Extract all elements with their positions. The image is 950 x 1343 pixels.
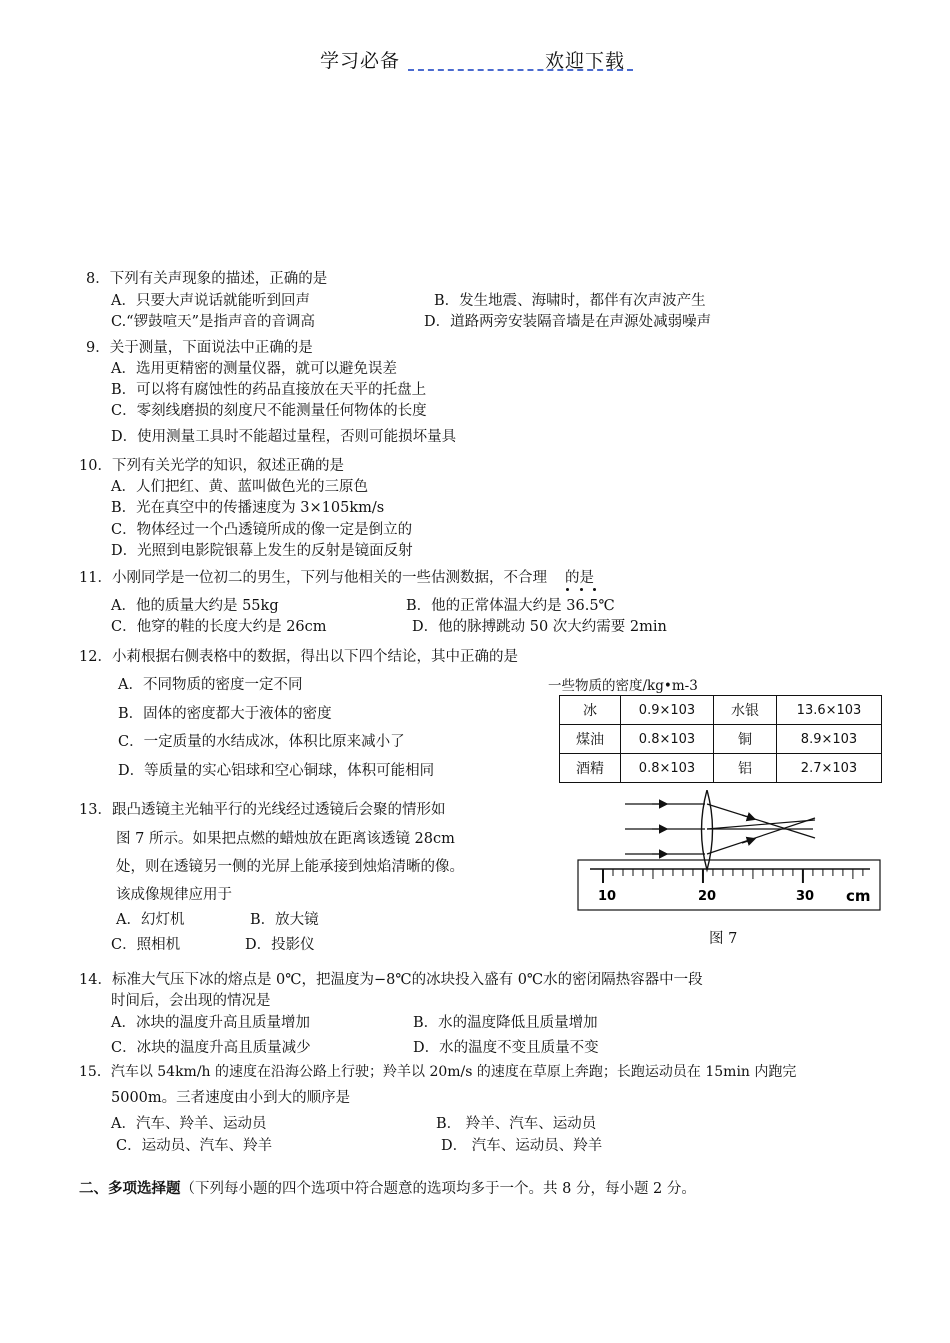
header-right: 欢迎下载 (545, 50, 626, 72)
question-stem: 9．关于测量，下面说法中正确的是 (86, 340, 313, 356)
table-cell: 铝 (714, 754, 777, 783)
table-caption (548, 674, 698, 694)
emphasis-dot (580, 588, 583, 591)
question-stem: 12．小莉根据右侧表格中的数据，得出以下四个结论，其中正确的是 (79, 649, 518, 665)
tick-label: 10 (598, 889, 617, 904)
section-note: （下列每小题的四个选项中符合题意的选项均多于一个。共 8 分，每小题 2 分。 (180, 1181, 696, 1197)
option: B．发生地震、海啸时，都伴有次声波产生 (434, 293, 706, 309)
table-cell: 2.7×103 (777, 754, 882, 783)
option: B．放大镜 (250, 912, 319, 928)
option: C．运动员、汽车、羚羊 (116, 1138, 273, 1154)
light-ray (707, 818, 815, 854)
table-row (560, 696, 882, 725)
option: D．光照到电影院银幕上发生的反射是镜面反射 (111, 543, 413, 559)
option: D．投影仪 (245, 937, 315, 953)
question-stem: 15．汽车以 54km/h 的速度在沿海公路上行驶；羚羊以 20m/s 的速度在草原上奔跑；长跑运动员在 15min 内跑完 (79, 1064, 797, 1080)
option: D． 汽车、运动员、羚羊 (441, 1138, 603, 1154)
emphasis-dot (566, 588, 569, 591)
question-stem-line: 处，则在透镜另一侧的光屏上能承接到烛焰清晰的像。 (116, 859, 464, 875)
option: A．不同物质的密度一定不同 (118, 677, 303, 693)
figure-caption: 图 7 (709, 931, 738, 947)
option: A．冰块的温度升高且质量增加 (111, 1015, 310, 1031)
option: C．照相机 (111, 937, 181, 953)
question-stem: 10．下列有关光学的知识，叙述正确的是 (79, 458, 344, 474)
question-stem: 14．标准大气压下冰的熔点是 0℃，把温度为−8℃的冰块投入盛有 0℃水的密闭隔热容器中一段 (79, 972, 703, 988)
option: C．冰块的温度升高且质量减少 (111, 1040, 311, 1056)
section-title: 二、多项选择题 (79, 1180, 181, 1197)
tick-label: 20 (698, 889, 717, 904)
option: D．等质量的实心铝球和空心铜球，体积可能相同 (118, 763, 435, 779)
option: B．可以将有腐蚀性的药品直接放在天平的托盘上 (111, 382, 427, 398)
option: C.“锣鼓喧天”是指声音的音调高 (111, 314, 316, 330)
table-cell: 铜 (714, 725, 777, 754)
table-cell: 煤油 (560, 725, 621, 754)
header-left: 学习必备 (320, 50, 401, 72)
table-cell: 8.9×103 (777, 725, 882, 754)
option: D．他的脉搏跳动 50 次大约需要 2min (412, 619, 667, 635)
option: C．零刻线磨损的刻度尺不能测量任何物体的长度 (111, 403, 427, 419)
option: D．使用测量工具时不能超过量程，否则可能损坏量具 (111, 429, 457, 445)
figure-7-lens-diagram (570, 790, 900, 920)
table-caption-text: 一些物质的密度/kg•m-3 (548, 678, 698, 694)
table-cell: 13.6×103 (777, 696, 882, 725)
question-stem-line: 该成像规律应用于 (116, 887, 232, 903)
option: A．只要大声说话就能听到回声 (111, 293, 310, 309)
option: B．他的正常体温大约是 36.5℃ (406, 598, 615, 614)
arrow-icon (742, 839, 754, 843)
table-row (560, 754, 882, 783)
option: B．光在真空中的传播速度为 3×105km/s (111, 500, 385, 516)
question-stem-line: 5000m。三者速度由小到大的顺序是 (111, 1090, 351, 1106)
question-stem (79, 566, 594, 587)
density-table (559, 695, 882, 783)
table-cell: 0.8×103 (621, 754, 714, 783)
question-stem: 13．跟凸透镜主光轴平行的光线经过透镜后会聚的情形如 (79, 802, 446, 818)
option: D．道路两旁安装隔音墙是在声源处减弱噪声 (424, 314, 712, 330)
section-heading (79, 1177, 696, 1198)
option: A．汽车、羚羊、运动员 (111, 1116, 267, 1132)
option: D．水的温度不变且质量不变 (413, 1040, 599, 1056)
arrow-icon (742, 815, 754, 819)
option: A．人们把红、黄、蓝叫做色光的三原色 (111, 479, 368, 495)
unit-label: cm (846, 887, 871, 905)
option: A．选用更精密的测量仪器，就可以避免误差 (111, 361, 397, 377)
option: B． 羚羊、汽车、运动员 (436, 1116, 597, 1132)
table-cell: 水银 (714, 696, 777, 725)
convex-lens-icon (702, 790, 713, 870)
option: A．幻灯机 (116, 912, 185, 928)
table-row (560, 725, 882, 754)
option: B．固体的密度都大于液体的密度 (118, 706, 332, 722)
question-stem-line: 图 7 所示。如果把点燃的蜡烛放在距离该透镜 28cm (116, 831, 455, 847)
option: B．水的温度降低且质量增加 (413, 1015, 598, 1031)
stem-text: 11．小刚同学是一位初二的男生，下列与他相关的一些估测数据，不合理 (79, 570, 547, 586)
tick-label: 30 (796, 889, 815, 904)
option: C．他穿的鞋的长度大约是 26cm (111, 619, 327, 635)
table-cell: 冰 (560, 696, 621, 725)
option: C．物体经过一个凸透镜所成的像一定是倒立的 (111, 522, 413, 538)
table-cell: 酒精 (560, 754, 621, 783)
option: C．一定质量的水结成冰，体积比原来减小了 (118, 734, 405, 750)
emphasis-dot (593, 588, 596, 591)
table-cell: 0.9×103 (621, 696, 714, 725)
ruler (578, 860, 880, 910)
ruler-ticks (590, 869, 870, 883)
table-cell: 0.8×103 (621, 725, 714, 754)
stem-text-end: 的是 (564, 570, 594, 586)
question-stem: 8．下列有关声现象的描述，正确的是 (86, 271, 328, 287)
option: A．他的质量大约是 55kg (111, 598, 279, 614)
question-stem-line: 时间后，会出现的情况是 (111, 993, 271, 1009)
